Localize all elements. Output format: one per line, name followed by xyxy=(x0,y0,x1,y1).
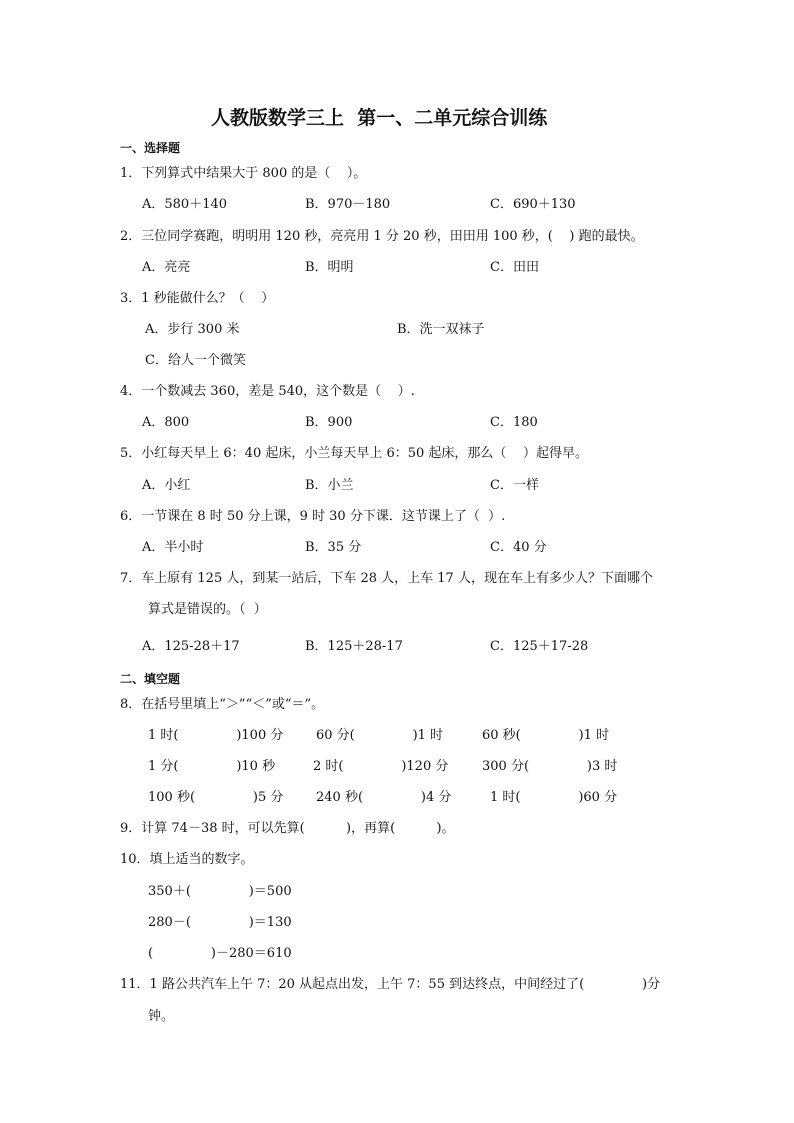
compare-item: 2 时( )120 分 xyxy=(313,759,449,774)
question-1-option-a: A．580＋140 xyxy=(142,197,228,212)
question-5-option-a: A．小红 xyxy=(142,478,191,493)
question-9-stem: 9．计算 74－38 时，可以先算( )，再算( )。 xyxy=(120,821,455,836)
question-3-option-c: C．给人一个微笑 xyxy=(145,353,246,368)
question-5-option-b: B．小兰 xyxy=(305,478,354,493)
question-7-option-a: A．125-28＋17 xyxy=(142,639,240,654)
question-7-stem-continued: 算式是错误的。（ ） xyxy=(148,602,267,617)
question-3-stem: 3．1 秒能做什么？（ ） xyxy=(120,291,275,306)
question-4-stem: 4．一个数减去 360，差是 540，这个数是（ ）. xyxy=(120,384,415,399)
question-7-option-c: C．125＋17-28 xyxy=(490,639,589,654)
question-6-stem: 6．一节课在 8 时 50 分上课，9 时 30 分下课．这节课上了（ ）. xyxy=(120,509,506,524)
question-2-option-c: C．田田 xyxy=(490,260,539,275)
question-4-option-c: C．180 xyxy=(490,415,538,430)
fill-equation: 350＋( )＝500 xyxy=(148,884,292,899)
fill-equation: ( )－280＝610 xyxy=(148,946,292,961)
compare-item: 300 分( )3 时 xyxy=(482,759,618,774)
question-11-stem: 11．1 路公共汽车上午 7：20 从起点出发，上午 7：55 到达终点，中间经过了( )分 xyxy=(120,977,661,992)
compare-item: 1 时( )100 分 xyxy=(148,728,284,743)
question-2-stem: 2．三位同学赛跑，明明用 120 秒，亮亮用 1 分 20 秒，田田用 100 秒，( ) 跑的最快。 xyxy=(120,229,644,244)
question-1-stem: 1．下列算式中结果大于 800 的是（ ）。 xyxy=(120,166,367,181)
compare-item: 100 秒( )5 分 xyxy=(148,790,284,805)
question-4-option-b: B．900 xyxy=(305,415,353,430)
page-title: 人教版数学三上 第一、二单元综合训练 xyxy=(211,107,548,129)
compare-item: 240 秒( )4 分 xyxy=(316,790,452,805)
question-6-option-c: C．40 分 xyxy=(490,540,547,555)
question-7-stem: 7．车上原有 125 人，到某一站后，下车 28 人，上车 17 人，现在车上有多少人？下面哪个 xyxy=(120,571,653,586)
question-5-option-c: C．一样 xyxy=(490,478,539,493)
question-8-stem: 8．在括号里填上“＞”“＜”或“＝”。 xyxy=(120,697,325,712)
question-3-option-a: A．步行 300 米 xyxy=(145,322,240,337)
section-heading-fill: 二、填空题 xyxy=(120,672,181,686)
question-3-option-b: B．洗一双袜子 xyxy=(397,322,485,337)
question-1-option-b: B．970－180 xyxy=(305,197,391,212)
question-6-option-b: B．35 分 xyxy=(305,540,362,555)
fill-equation: 280－( )＝130 xyxy=(148,915,292,930)
question-2-option-a: A．亮亮 xyxy=(142,260,191,275)
question-1-option-c: C．690＋130 xyxy=(490,197,576,212)
question-6-option-a: A．半小时 xyxy=(142,540,204,555)
section-heading-choice: 一、选择题 xyxy=(120,141,181,155)
question-11-stem-continued: 钟。 xyxy=(148,1009,175,1024)
compare-item: 60 秒( )1 时 xyxy=(482,728,610,743)
question-5-stem: 5．小红每天早上 6：40 起床，小兰每天早上 6：50 起床，那么（ ）起得早。 xyxy=(120,446,588,461)
question-4-option-a: A．800 xyxy=(142,415,190,430)
compare-item: 1 时( )60 分 xyxy=(490,790,618,805)
compare-item: 60 分( )1 时 xyxy=(316,728,444,743)
compare-item: 1 分( )10 秒 xyxy=(148,759,276,774)
question-10-stem: 10．填上适当的数字。 xyxy=(120,852,254,867)
question-2-option-b: B．明明 xyxy=(305,260,354,275)
question-7-option-b: B．125＋28-17 xyxy=(305,639,403,654)
